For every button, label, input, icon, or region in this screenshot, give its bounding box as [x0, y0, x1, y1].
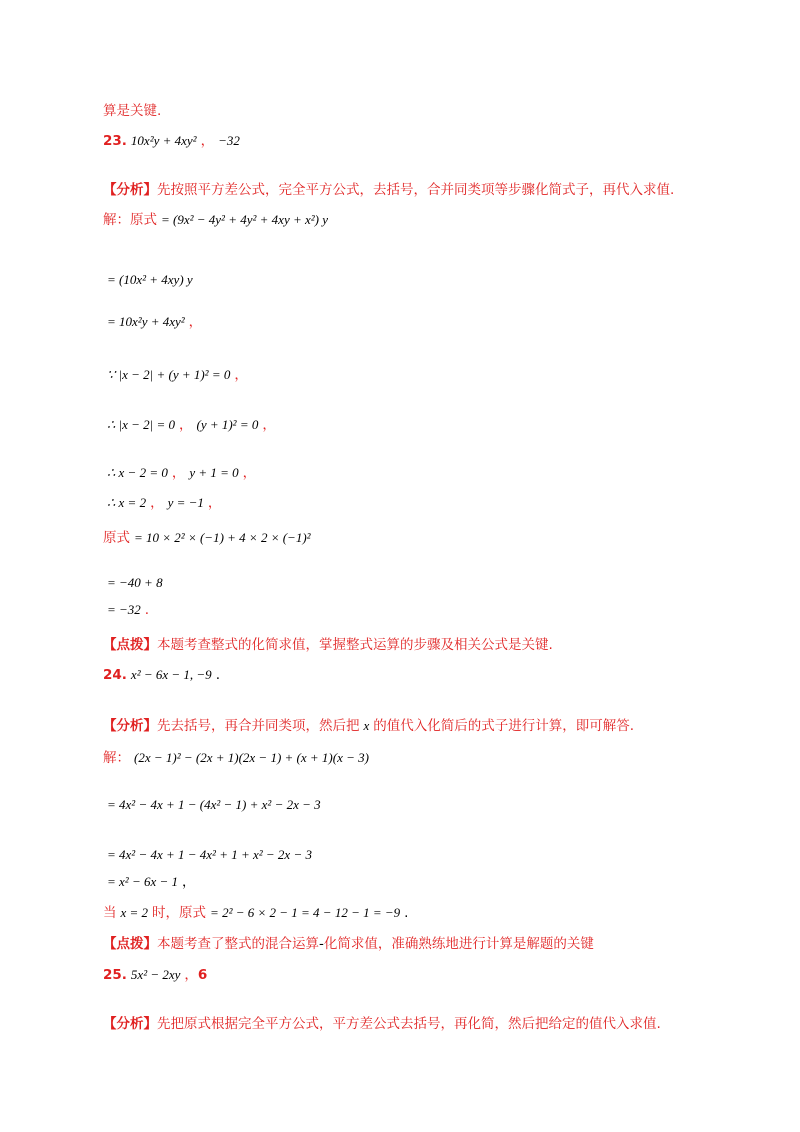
solution-line — [103, 211, 328, 228]
math-line — [103, 529, 311, 546]
math-expression: ∴ |x − 2| = 0 — [107, 417, 175, 432]
analysis-line-23 — [103, 181, 674, 198]
math-expression: = x² − 6x − 1 — [107, 874, 179, 889]
math-expression: x — [363, 718, 370, 733]
text-segment: ， — [184, 967, 198, 983]
text-segment: 23. — [103, 133, 127, 149]
remark-line-24 — [103, 935, 594, 952]
solution-line — [103, 749, 369, 766]
text-segment: ， — [150, 495, 164, 511]
text-segment: 先把原式根据完全平方公式，平方差公式去括号，再化简，然后把给定的值代入求值. — [157, 1016, 661, 1032]
text-line — [103, 102, 161, 119]
text-segment: 解： — [103, 750, 130, 766]
answer-line-24 — [103, 666, 220, 683]
text-segment: ， — [207, 495, 222, 511]
math-expression: = 10 × 2² × (−1) + 4 × 2 × (−1)² — [134, 530, 311, 545]
text-segment: 【点拨】 — [103, 936, 157, 952]
text-segment: ， — [188, 314, 203, 330]
text-segment: - — [319, 936, 324, 952]
text-segment: ， — [178, 417, 193, 433]
math-expression: = (10x² + 4xy) y — [107, 272, 193, 287]
math-line — [103, 464, 256, 481]
math-expression: y + 1 = 0 — [189, 465, 239, 480]
math-line — [103, 904, 408, 921]
math-expression: = 10x²y + 4xy² — [107, 314, 185, 329]
answer-line-23 — [103, 132, 240, 149]
text-segment: ， — [242, 465, 257, 481]
text-segment: . — [215, 667, 220, 683]
math-line — [103, 574, 163, 590]
math-expression: −32 — [218, 133, 240, 148]
text-segment: . — [144, 602, 150, 618]
remark-line-23 — [103, 636, 553, 653]
math-expression: ∴ x − 2 = 0 — [107, 465, 168, 480]
math-expression: = 4x² − 4x + 1 − 4x² + 1 + x² − 2x − 3 — [107, 847, 312, 862]
math-line — [103, 601, 149, 618]
math-expression: = 2² − 6 × 2 − 1 = 4 − 12 − 1 = −9 — [210, 905, 401, 920]
math-line — [103, 271, 193, 287]
math-expression: = −40 + 8 — [107, 575, 163, 590]
math-expression: (2x − 1)² − (2x + 1)(2x − 1) + (x + 1)(x − 3) — [134, 750, 369, 765]
math-expression: 10x²y + 4xy² — [130, 133, 197, 148]
analysis-line-24 — [103, 717, 634, 734]
math-expression: ∴ x = 2 — [107, 495, 147, 510]
text-segment: 本题考查了整式的混合运算 — [157, 936, 319, 952]
math-expression: x = 2 — [120, 905, 149, 920]
text-segment: 【点拨】 — [103, 637, 157, 653]
text-segment: 先去括号，再合并同类项，然后把 — [157, 718, 360, 734]
text-segment: 时，原式 — [152, 905, 207, 921]
math-line — [103, 313, 202, 330]
math-expression: y = −1 — [167, 495, 204, 510]
text-segment: ， — [171, 465, 186, 481]
math-expression: 5x² − 2xy — [130, 967, 181, 982]
math-line — [103, 873, 196, 890]
text-segment: 6 — [197, 967, 208, 983]
text-segment: 【分析】 — [103, 1016, 157, 1032]
text-segment: 【分析】 — [103, 718, 157, 734]
answer-line-25 — [103, 966, 207, 983]
math-expression: ∵ |x − 2| + (y + 1)² = 0 — [107, 367, 231, 382]
text-segment: 【分析】 — [103, 182, 157, 198]
math-expression: (y + 1)² = 0 — [196, 417, 259, 432]
text-segment: 25. — [103, 967, 127, 983]
text-segment: 当 — [103, 905, 117, 921]
text-segment: ， — [182, 874, 196, 890]
text-segment: 先按照平方差公式，完全平方公式，去括号，合并同类项等步骤化简式子，再代入求值. — [157, 182, 675, 198]
math-line — [103, 796, 321, 812]
math-expression: x² − 6x − 1, −9 — [130, 667, 212, 682]
math-line — [103, 366, 248, 383]
text-segment: 本题考查整式的化简求值，掌握整式运算的步骤及相关公式是关键. — [157, 637, 553, 653]
text-segment: ， — [262, 417, 276, 433]
math-line — [103, 416, 276, 433]
math-expression: = (9x² − 4y² + 4y² + 4xy + x²) y — [161, 212, 329, 227]
text-segment: 原式 — [103, 530, 130, 546]
text-segment: 24. — [103, 667, 127, 683]
text-segment: 解：原式 — [103, 212, 157, 228]
math-line — [103, 846, 312, 862]
text-segment: ， — [234, 367, 248, 383]
text-segment: 算是关键. — [103, 103, 162, 119]
text-segment: . — [404, 905, 409, 921]
text-segment: 的值代入化简后的式子进行计算，即可解答. — [373, 718, 635, 734]
math-expression: = 4x² − 4x + 1 − (4x² − 1) + x² − 2x − 3 — [107, 797, 321, 812]
analysis-line-25 — [103, 1015, 661, 1032]
text-segment: ， — [200, 133, 215, 149]
text-segment: 化简求值，准确熟练地进行计算是解题的关键 — [323, 936, 594, 952]
math-line — [103, 494, 221, 511]
math-expression: = −32 — [107, 602, 141, 617]
